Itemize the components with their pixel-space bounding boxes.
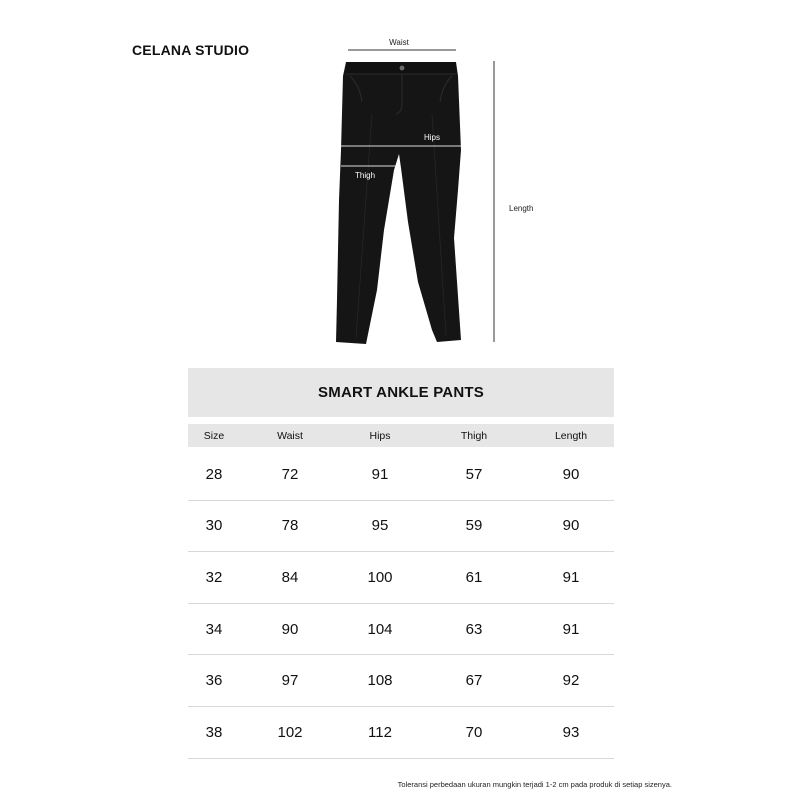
cell-hips: 91 (371, 465, 389, 483)
cell-size: 34 (205, 620, 223, 638)
table-header-row (188, 424, 614, 447)
header-waist: Waist (277, 429, 303, 442)
cell-waist: 97 (281, 672, 299, 690)
table-row (188, 707, 614, 759)
size-chart-table (188, 368, 614, 759)
cell-length: 92 (562, 672, 580, 690)
hips-label: Hips (424, 133, 441, 142)
cell-thigh: 70 (465, 723, 483, 741)
cell-hips: 108 (367, 672, 393, 690)
table-row (188, 449, 614, 501)
cell-length: 93 (562, 723, 580, 741)
cell-size: 30 (205, 517, 223, 535)
table-title: SMART ANKLE PANTS (188, 368, 614, 417)
cell-waist: 72 (281, 465, 299, 483)
table-row (188, 655, 614, 707)
table-row (188, 501, 614, 553)
length-label: Length (509, 204, 534, 213)
table-row (188, 604, 614, 656)
cell-size: 28 (205, 465, 223, 483)
cell-hips: 112 (368, 723, 392, 741)
cell-thigh: 61 (465, 568, 483, 586)
thigh-label: Thigh (355, 171, 376, 180)
pants-image (336, 62, 461, 344)
header-hips: Hips (369, 429, 391, 442)
cell-waist: 90 (281, 620, 299, 638)
cell-thigh: 59 (465, 517, 483, 535)
cell-thigh: 67 (465, 672, 483, 690)
table-body (188, 449, 614, 759)
cell-waist: 84 (281, 568, 299, 586)
cell-size: 36 (205, 672, 223, 690)
cell-length: 91 (562, 568, 580, 586)
brand-logo-text: CELANA STUDIO (132, 42, 250, 58)
cell-hips: 104 (367, 620, 393, 638)
pants-measurement-diagram (0, 0, 800, 360)
size-tolerance-note: Toleransi perbedaan ukuran mungkin terjadi 1-2 cm pada produk di setiap sizenya. (397, 780, 672, 789)
cell-length: 90 (562, 517, 580, 535)
waist-label: Waist (389, 38, 409, 47)
header-size: Size (203, 429, 225, 442)
cell-thigh: 57 (465, 465, 483, 483)
cell-length: 90 (562, 465, 580, 483)
cell-waist: 102 (277, 723, 303, 741)
cell-hips: 95 (371, 517, 389, 535)
cell-size: 38 (205, 723, 223, 741)
header-thigh: Thigh (460, 429, 488, 442)
header-length: Length (554, 429, 588, 442)
cell-length: 91 (562, 620, 580, 638)
table-row (188, 552, 614, 604)
cell-thigh: 63 (465, 620, 483, 638)
cell-hips: 100 (367, 568, 393, 586)
cell-waist: 78 (281, 517, 299, 535)
cell-size: 32 (205, 568, 223, 586)
